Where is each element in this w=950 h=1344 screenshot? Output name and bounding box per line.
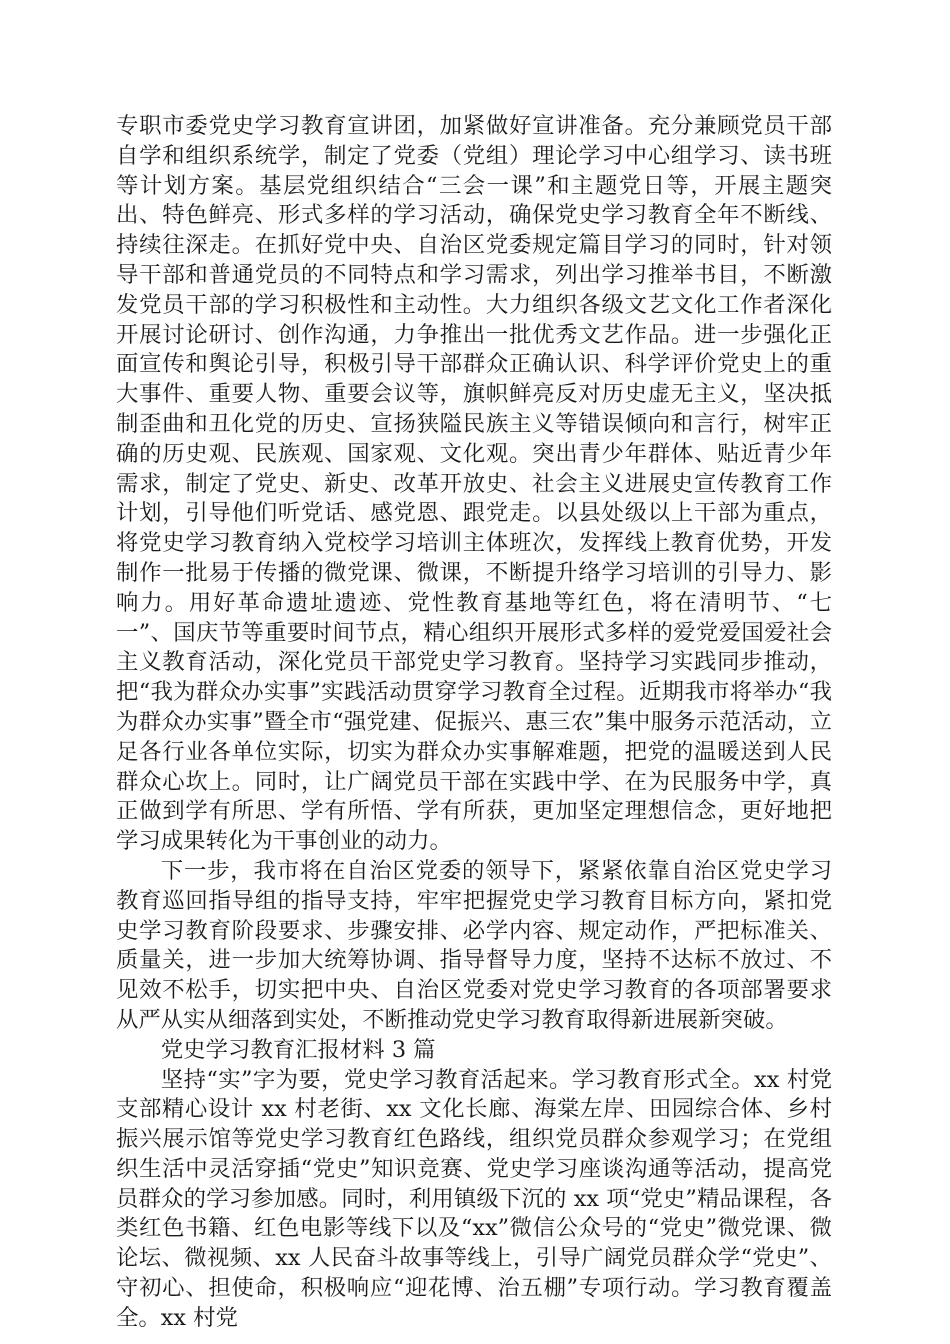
document-body [116,112,832,1334]
body-paragraph-next-steps: 下一步，我市将在自治区党委的领导下，紧紧依靠自治区党史学习教育巡回指导组的指导支持，牢牢把握党史学习教育目标方向，紧扣党史学习教育阶段要求、步骤安排、必学内容、规定动作，严把标准关、质量关，进一步加大统筹协调、指导督导力度，坚持不达标不放过、不见效不松手，切实把中央、自治区党委对党史学习教育的各项部署要求从严从实从细落到实处，不断推动党史学习教育取得新进展新突破。 [116,857,832,1033]
section-heading: 党史学习教育汇报材料 3 篇 [160,1036,436,1063]
body-paragraph-continuation: 专职市委党史学习教育宣讲团，加紧做好宣讲准备。充分兼顾党员干部自学和组织系统学，制定了党委（党组）理论学习中心组学习、读书班等计划方案。基层党组织结合“三会一课”和主题党日等，开展主题突出、特色鲜亮、形式多样的学习活动，确保党史学习教育全年不断线、持续往深走。在抓好党中央、自治区党委规定篇目学习的同时，针对领导干部和普通党员的不同特点和学习需求，列出学习推举书目，不断激发党员干部的学习积极性和主动性。大力组织各级文艺文化工作者深化开展讨论研讨、创作沟通，力争推出一批优秀文艺作品。进一步强化正面宣传和舆论引导，积极引导干部群众正确认识、科学评价党史上的重大事件、重要人物、重要会议等，旗帜鲜亮反对历史虚无主义，坚决抵制歪曲和丑化党的历史、宣扬狭隘民族主义等错误倾向和言行，树牢正确的历史观、民族观、国家观、文化观。突出青少年群体、贴近青少年需求，制定了党史、新史、改革开放史、社会主义进展史宣传教育工作计划，引导他们听党话、感党恩、跟党走。以县处级以上干部为重点，将党史学习教育纳入党校学习培训主体班次，发挥线上教育优势，开发制作一批易于传播的微党课、微课，不断提升络学习培训的引导力、影响力。用好革命遗址遗迹、党性教育基地等红色，将在清明节、“七一”、国庆节等重要时间节点，精心组织开展形式多样的爱党爱国爱社会主义教育活动，深化党员干部党史学习教育。坚持学习实践同步推动，把“我为群众办实事”实践活动贯穿学习教育全过程。近期我市将举办“我为群众办实事”暨全市“强党建、促振兴、惠三农”集中服务示范活动，立足各行业各单位实际，切实为群众办实事解难题，把党的温暖送到人民群众心坎上。同时，让广阔党员干部在实践中学、在为民服务中学，真正做到学有所思、学有所悟、学有所获，更加坚定理想信念，更好地把学习成果转化为干事创业的动力。 [116,113,832,855]
body-paragraph-practice: 坚持“实”字为要，党史学习教育活起来。学习教育形式全。xx 村党支部精心设计 xx 村老街、xx 文化长廊、海棠左岸、田园综合体、乡村振兴展示馆等党史学习教育红色路线，组织党员群众参观学习；在党组织生活中灵活穿插“党史”知识竞赛、党史学习座谈沟通等活动，提高党员群众的学习参加感。同时，利用镇级下沉的 xx 项“党史”精品课程，各类红色书籍、红色电影等线下以及“xx”微信公众号的“党史”微党课、微论坛、微视频、xx 人民奋斗故事等线上，引导广阔党员群众学“党史”、守初心、担使命，积极响应“迎花博、治五棚”专项行动。学习教育覆盖全。xx 村党 [116,1066,832,1331]
